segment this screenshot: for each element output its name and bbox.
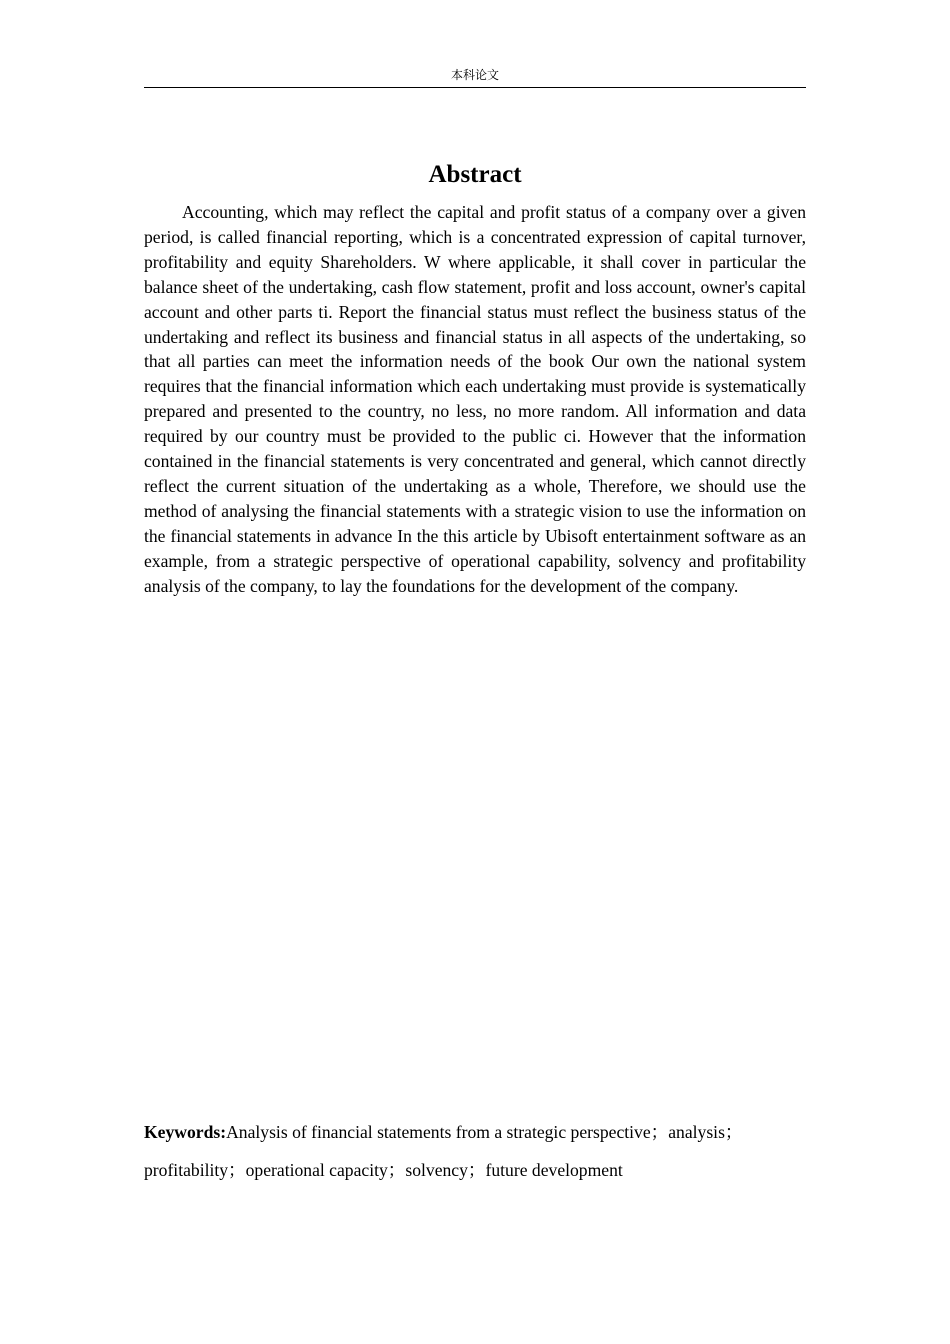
keywords-label: Keywords:: [144, 1122, 227, 1142]
page-header: [144, 66, 806, 88]
keywords-section: [144, 1113, 806, 1189]
abstract-body: Accounting, which may reflect the capital and profit status of a company over a given period, is called financial reporting, which is a concentrated expression of capital turnover, profitability and equity Shareholders. W where applicable, it shall cover in particular the balance sheet of the undertaking, cash flow statement, profit and loss account, owner's capital account and other parts ti. Report the financial status must reflect the business status of the undertaking and reflect its business and financial status in all aspects of the undertaking, so that all parties can meet the information needs of the book Our own the national system requires that the financial information which each undertaking must provide is systematically prepared and presented to the country, no less, no more random. All information and data required by our country must be provided to the public ci. However that the information contained in the financial statements is very concentrated and general, which cannot directly reflect the current situation of the undertaking as a whole, Therefore, we should use the method of analysing the financial statements with a strategic vision to use the information on the financial statements in advance In the this article by Ubisoft entertainment software as an example, from a strategic perspective of operational capability, solvency and profitability analysis of the company, to lay the foundations for the development of the company.: [144, 202, 806, 596]
keywords-text: Analysis of financial statements from a strategic perspective；analysis；profitability；operational capacity；solvency；future development: [144, 1122, 743, 1180]
abstract-title: Abstract: [428, 161, 522, 188]
header-text: 本科论文: [450, 68, 499, 82]
